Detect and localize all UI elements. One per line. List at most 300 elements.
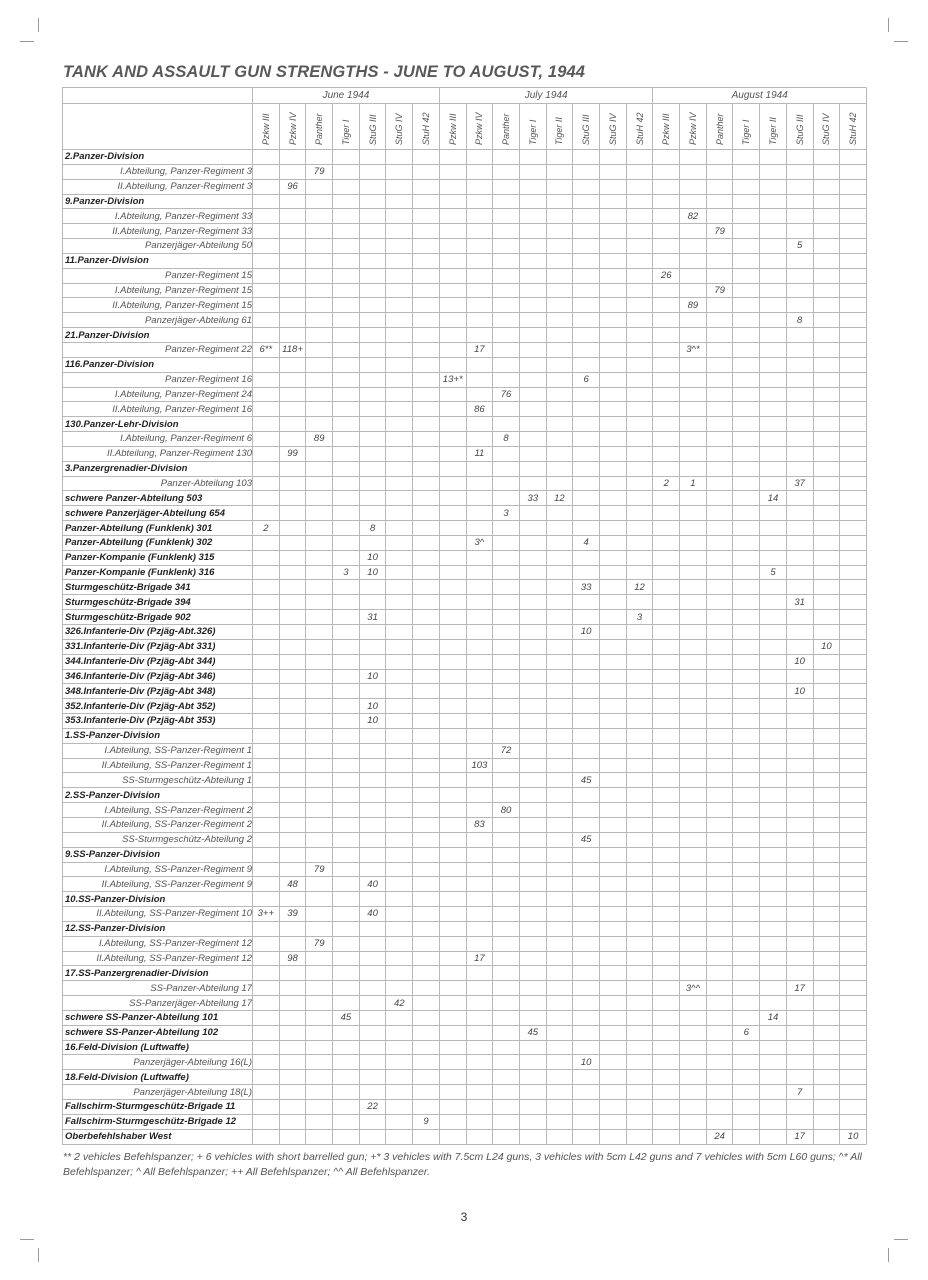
- table-cell: [333, 372, 360, 387]
- row-label: schwere SS-Panzer-Abteilung 101: [63, 1010, 253, 1025]
- table-cell: [359, 150, 386, 165]
- strength-table: [62, 87, 867, 1145]
- table-cell: [706, 699, 733, 714]
- table-cell: [279, 506, 306, 521]
- table-cell: [813, 996, 840, 1011]
- row-label: II.Abteilung, Panzer-Regiment 15: [63, 298, 253, 313]
- table-cell: [653, 328, 680, 343]
- table-cell: [733, 328, 760, 343]
- table-cell: [599, 699, 626, 714]
- table-cell: [680, 951, 707, 966]
- table-cell: [733, 150, 760, 165]
- table-cell: [599, 150, 626, 165]
- row-label: 11.Panzer-Division: [63, 253, 253, 268]
- table-cell: [813, 610, 840, 625]
- table-cell: [519, 194, 546, 209]
- footnote: ** 2 vehicles Befehlspanzer; + 6 vehicles with short barrelled gun; +* 3 vehicles with 7.5cm L24 guns, 3 vehicles with 5cm L42 guns and 7 vehicles with 5cm L60 guns; ^* All Befehlspanzer; ^ All Befehlspanzer; ++ All Befehlspanzer; ^^ All Befehlspanzer.: [63, 1151, 862, 1178]
- table-cell: [333, 921, 360, 936]
- table-cell: [760, 506, 787, 521]
- table-cell: [493, 862, 520, 877]
- table-cell: [439, 387, 466, 402]
- table-cell: [253, 150, 280, 165]
- table-cell: [706, 1040, 733, 1055]
- table-cell: [306, 342, 333, 357]
- table-cell: [706, 1055, 733, 1070]
- table-cell: [333, 966, 360, 981]
- table-cell: [626, 283, 653, 298]
- table-cell: [279, 565, 306, 580]
- table-cell: [786, 1025, 813, 1040]
- table-cell: 79: [306, 164, 333, 179]
- table-cell: [760, 669, 787, 684]
- table-cell: [279, 817, 306, 832]
- table-cell: [733, 298, 760, 313]
- table-cell: [439, 862, 466, 877]
- table-cell: [653, 758, 680, 773]
- table-row: [63, 387, 867, 402]
- table-cell: [466, 743, 493, 758]
- table-cell: [493, 1100, 520, 1115]
- table-cell: [626, 402, 653, 417]
- table-cell: [466, 313, 493, 328]
- table-cell: [680, 506, 707, 521]
- table-cell: [599, 357, 626, 372]
- table-cell: [253, 773, 280, 788]
- table-cell: [733, 743, 760, 758]
- table-cell: [760, 758, 787, 773]
- table-cell: [386, 669, 413, 684]
- table-cell: [840, 699, 867, 714]
- table-cell: [840, 877, 867, 892]
- table-cell: [813, 164, 840, 179]
- table-cell: [653, 788, 680, 803]
- table-cell: [413, 268, 440, 283]
- table-cell: [493, 535, 520, 550]
- table-cell: [733, 684, 760, 699]
- table-cell: [306, 639, 333, 654]
- row-label: II.Abteilung, Panzer-Regiment 16: [63, 402, 253, 417]
- table-cell: [706, 1100, 733, 1115]
- table-cell: [279, 788, 306, 803]
- table-row: [63, 565, 867, 580]
- vehicle-type-header: [306, 104, 333, 150]
- table-cell: [680, 580, 707, 595]
- table-cell: [279, 521, 306, 536]
- vehicle-type-label: Pzkw III: [661, 113, 672, 145]
- table-cell: [546, 862, 573, 877]
- table-cell: [733, 565, 760, 580]
- table-cell: [279, 1010, 306, 1025]
- table-cell: [573, 1085, 600, 1100]
- table-cell: [439, 313, 466, 328]
- table-cell: [599, 817, 626, 832]
- table-cell: [413, 639, 440, 654]
- table-cell: [253, 788, 280, 803]
- table-cell: [466, 936, 493, 951]
- table-cell: [760, 892, 787, 907]
- table-cell: [840, 714, 867, 729]
- table-cell: [466, 417, 493, 432]
- table-cell: [359, 179, 386, 194]
- table-cell: [706, 565, 733, 580]
- table-cell: [680, 625, 707, 640]
- table-cell: [813, 253, 840, 268]
- table-cell: [840, 1055, 867, 1070]
- table-cell: [333, 491, 360, 506]
- table-cell: [253, 728, 280, 743]
- table-cell: [840, 446, 867, 461]
- table-cell: [306, 625, 333, 640]
- table-cell: [466, 357, 493, 372]
- table-cell: [413, 817, 440, 832]
- table-cell: [573, 907, 600, 922]
- table-cell: [733, 803, 760, 818]
- table-cell: [573, 150, 600, 165]
- table-cell: [359, 357, 386, 372]
- table-cell: [466, 1010, 493, 1025]
- table-cell: [626, 461, 653, 476]
- table-row: [63, 1010, 867, 1025]
- table-row: [63, 877, 867, 892]
- table-cell: [760, 639, 787, 654]
- table-cell: [546, 328, 573, 343]
- table-cell: [386, 907, 413, 922]
- table-cell: [653, 817, 680, 832]
- table-cell: [626, 714, 653, 729]
- table-cell: [493, 625, 520, 640]
- table-cell: [680, 224, 707, 239]
- table-cell: [706, 268, 733, 283]
- table-cell: 42: [386, 996, 413, 1011]
- table-cell: [439, 1025, 466, 1040]
- table-cell: [413, 1010, 440, 1025]
- table-cell: [626, 669, 653, 684]
- table-cell: [760, 996, 787, 1011]
- table-cell: [519, 328, 546, 343]
- table-cell: [333, 639, 360, 654]
- table-cell: [519, 209, 546, 224]
- month-header: July 1944: [439, 88, 653, 104]
- table-cell: [519, 1129, 546, 1144]
- table-cell: [359, 1010, 386, 1025]
- table-cell: [493, 313, 520, 328]
- table-cell: [546, 387, 573, 402]
- table-cell: [573, 1114, 600, 1129]
- table-cell: [333, 313, 360, 328]
- table-cell: [359, 1070, 386, 1085]
- table-cell: [333, 699, 360, 714]
- table-cell: [466, 921, 493, 936]
- table-cell: [333, 550, 360, 565]
- table-cell: [413, 773, 440, 788]
- table-cell: [706, 832, 733, 847]
- table-cell: [626, 1055, 653, 1070]
- table-row: [63, 669, 867, 684]
- table-cell: [760, 907, 787, 922]
- table-cell: [760, 461, 787, 476]
- table-cell: [760, 981, 787, 996]
- table-cell: [519, 342, 546, 357]
- table-cell: [760, 610, 787, 625]
- table-cell: [840, 417, 867, 432]
- table-cell: [493, 1010, 520, 1025]
- vehicle-type-label: Pzkw III: [447, 113, 458, 145]
- table-cell: [413, 150, 440, 165]
- table-row: [63, 595, 867, 610]
- table-cell: [279, 1129, 306, 1144]
- table-cell: [386, 743, 413, 758]
- row-label: SS-Panzer-Abteilung 17: [63, 981, 253, 996]
- table-cell: [573, 847, 600, 862]
- table-cell: [786, 758, 813, 773]
- table-cell: [386, 372, 413, 387]
- table-cell: [706, 1114, 733, 1129]
- table-cell: 1: [680, 476, 707, 491]
- table-cell: [413, 313, 440, 328]
- table-cell: [626, 476, 653, 491]
- vehicle-type-label: Tiger I: [741, 119, 752, 145]
- table-cell: [359, 728, 386, 743]
- table-cell: [546, 194, 573, 209]
- table-cell: 48: [279, 877, 306, 892]
- table-cell: [573, 239, 600, 254]
- table-cell: 98: [279, 951, 306, 966]
- table-cell: [253, 1070, 280, 1085]
- table-cell: [573, 521, 600, 536]
- table-cell: [813, 1114, 840, 1129]
- table-cell: [840, 1025, 867, 1040]
- table-cell: [680, 239, 707, 254]
- table-cell: [333, 951, 360, 966]
- table-cell: [840, 313, 867, 328]
- table-cell: [466, 432, 493, 447]
- table-cell: [253, 372, 280, 387]
- table-cell: [626, 654, 653, 669]
- table-cell: [653, 610, 680, 625]
- table-cell: [599, 580, 626, 595]
- table-cell: [733, 714, 760, 729]
- table-cell: [599, 966, 626, 981]
- table-cell: [653, 996, 680, 1011]
- table-cell: [386, 491, 413, 506]
- table-cell: [733, 877, 760, 892]
- table-cell: [680, 328, 707, 343]
- table-cell: [626, 728, 653, 743]
- table-cell: [653, 669, 680, 684]
- table-row: [63, 981, 867, 996]
- table-cell: [333, 328, 360, 343]
- table-cell: [279, 580, 306, 595]
- table-cell: [386, 461, 413, 476]
- table-cell: [413, 506, 440, 521]
- row-label: I.Abteilung, Panzer-Regiment 3: [63, 164, 253, 179]
- row-label: schwere Panzerjäger-Abteilung 654: [63, 506, 253, 521]
- table-cell: [386, 847, 413, 862]
- table-cell: [519, 847, 546, 862]
- row-label: II.Abteilung, SS-Panzer-Regiment 12: [63, 951, 253, 966]
- table-cell: [760, 387, 787, 402]
- table-cell: [760, 521, 787, 536]
- table-cell: [493, 194, 520, 209]
- table-cell: [626, 877, 653, 892]
- table-cell: [573, 981, 600, 996]
- table-cell: [306, 194, 333, 209]
- table-cell: [413, 179, 440, 194]
- table-cell: [466, 372, 493, 387]
- table-cell: [813, 313, 840, 328]
- table-cell: [333, 1070, 360, 1085]
- table-cell: [546, 728, 573, 743]
- table-cell: [786, 432, 813, 447]
- table-cell: [733, 342, 760, 357]
- table-cell: [466, 565, 493, 580]
- table-cell: [519, 639, 546, 654]
- table-cell: [706, 1085, 733, 1100]
- table-cell: [786, 491, 813, 506]
- table-cell: [493, 892, 520, 907]
- table-cell: [653, 684, 680, 699]
- table-cell: [786, 150, 813, 165]
- table-cell: [413, 491, 440, 506]
- table-cell: [706, 936, 733, 951]
- table-cell: [413, 714, 440, 729]
- table-cell: [653, 179, 680, 194]
- table-cell: [653, 446, 680, 461]
- table-cell: [680, 743, 707, 758]
- table-cell: [546, 476, 573, 491]
- table-cell: [333, 283, 360, 298]
- table-cell: [840, 936, 867, 951]
- table-cell: [573, 936, 600, 951]
- table-cell: [706, 654, 733, 669]
- table-cell: [253, 328, 280, 343]
- table-cell: [786, 402, 813, 417]
- table-cell: [439, 669, 466, 684]
- table-cell: [279, 847, 306, 862]
- table-cell: [359, 654, 386, 669]
- table-cell: [439, 417, 466, 432]
- table-cell: [413, 1055, 440, 1070]
- table-cell: 10: [359, 669, 386, 684]
- table-cell: [653, 862, 680, 877]
- table-cell: [653, 461, 680, 476]
- table-cell: [546, 951, 573, 966]
- table-cell: [840, 209, 867, 224]
- table-cell: [466, 877, 493, 892]
- table-cell: [253, 1114, 280, 1129]
- table-cell: [413, 387, 440, 402]
- table-cell: [786, 610, 813, 625]
- table-cell: [706, 996, 733, 1011]
- table-cell: [439, 283, 466, 298]
- table-cell: [359, 892, 386, 907]
- table-cell: [253, 714, 280, 729]
- table-cell: [546, 996, 573, 1011]
- table-cell: [813, 832, 840, 847]
- table-cell: [653, 1010, 680, 1025]
- table-row: [63, 625, 867, 640]
- table-cell: [306, 550, 333, 565]
- table-cell: [466, 1025, 493, 1040]
- table-cell: [840, 298, 867, 313]
- table-cell: [386, 625, 413, 640]
- table-cell: [253, 387, 280, 402]
- vehicle-type-label: Pzkw III: [260, 113, 271, 145]
- table-row: [63, 1040, 867, 1055]
- table-cell: [626, 966, 653, 981]
- table-cell: [599, 803, 626, 818]
- table-cell: [706, 194, 733, 209]
- vehicle-type-header: [546, 104, 573, 150]
- table-cell: 13+*: [439, 372, 466, 387]
- table-cell: [466, 328, 493, 343]
- table-cell: [813, 862, 840, 877]
- crop-mark: [888, 1248, 889, 1262]
- table-cell: [706, 506, 733, 521]
- table-cell: [306, 461, 333, 476]
- table-cell: [733, 194, 760, 209]
- table-cell: [760, 1025, 787, 1040]
- table-cell: [706, 476, 733, 491]
- table-cell: [626, 417, 653, 432]
- table-cell: [306, 476, 333, 491]
- table-cell: [546, 446, 573, 461]
- table-cell: [706, 639, 733, 654]
- table-cell: [386, 684, 413, 699]
- table-row: [63, 446, 867, 461]
- table-cell: [733, 387, 760, 402]
- table-cell: [333, 150, 360, 165]
- table-cell: [279, 654, 306, 669]
- table-cell: [359, 432, 386, 447]
- table-cell: [786, 521, 813, 536]
- table-cell: [279, 328, 306, 343]
- table-cell: [733, 758, 760, 773]
- table-cell: [519, 936, 546, 951]
- table-cell: [466, 164, 493, 179]
- table-cell: [493, 832, 520, 847]
- table-cell: [840, 283, 867, 298]
- table-cell: [680, 387, 707, 402]
- table-cell: [786, 714, 813, 729]
- table-cell: [733, 476, 760, 491]
- table-cell: [599, 907, 626, 922]
- table-cell: [253, 417, 280, 432]
- table-cell: [546, 1085, 573, 1100]
- table-cell: [599, 877, 626, 892]
- vehicle-type-label: Tiger I: [527, 119, 538, 145]
- table-cell: [626, 150, 653, 165]
- table-cell: [333, 253, 360, 268]
- table-cell: [386, 862, 413, 877]
- vehicle-type-header: [573, 104, 600, 150]
- table-cell: [786, 847, 813, 862]
- row-label: 346.Infanterie-Div (Pzjäg-Abt 346): [63, 669, 253, 684]
- table-cell: [439, 239, 466, 254]
- table-cell: [813, 432, 840, 447]
- table-cell: [306, 610, 333, 625]
- row-label: 10.SS-Panzer-Division: [63, 892, 253, 907]
- table-cell: [733, 506, 760, 521]
- table-cell: [413, 743, 440, 758]
- table-cell: [546, 342, 573, 357]
- table-cell: [519, 951, 546, 966]
- table-cell: [413, 699, 440, 714]
- table-cell: [519, 714, 546, 729]
- table-cell: [279, 150, 306, 165]
- table-cell: [386, 283, 413, 298]
- table-cell: [626, 936, 653, 951]
